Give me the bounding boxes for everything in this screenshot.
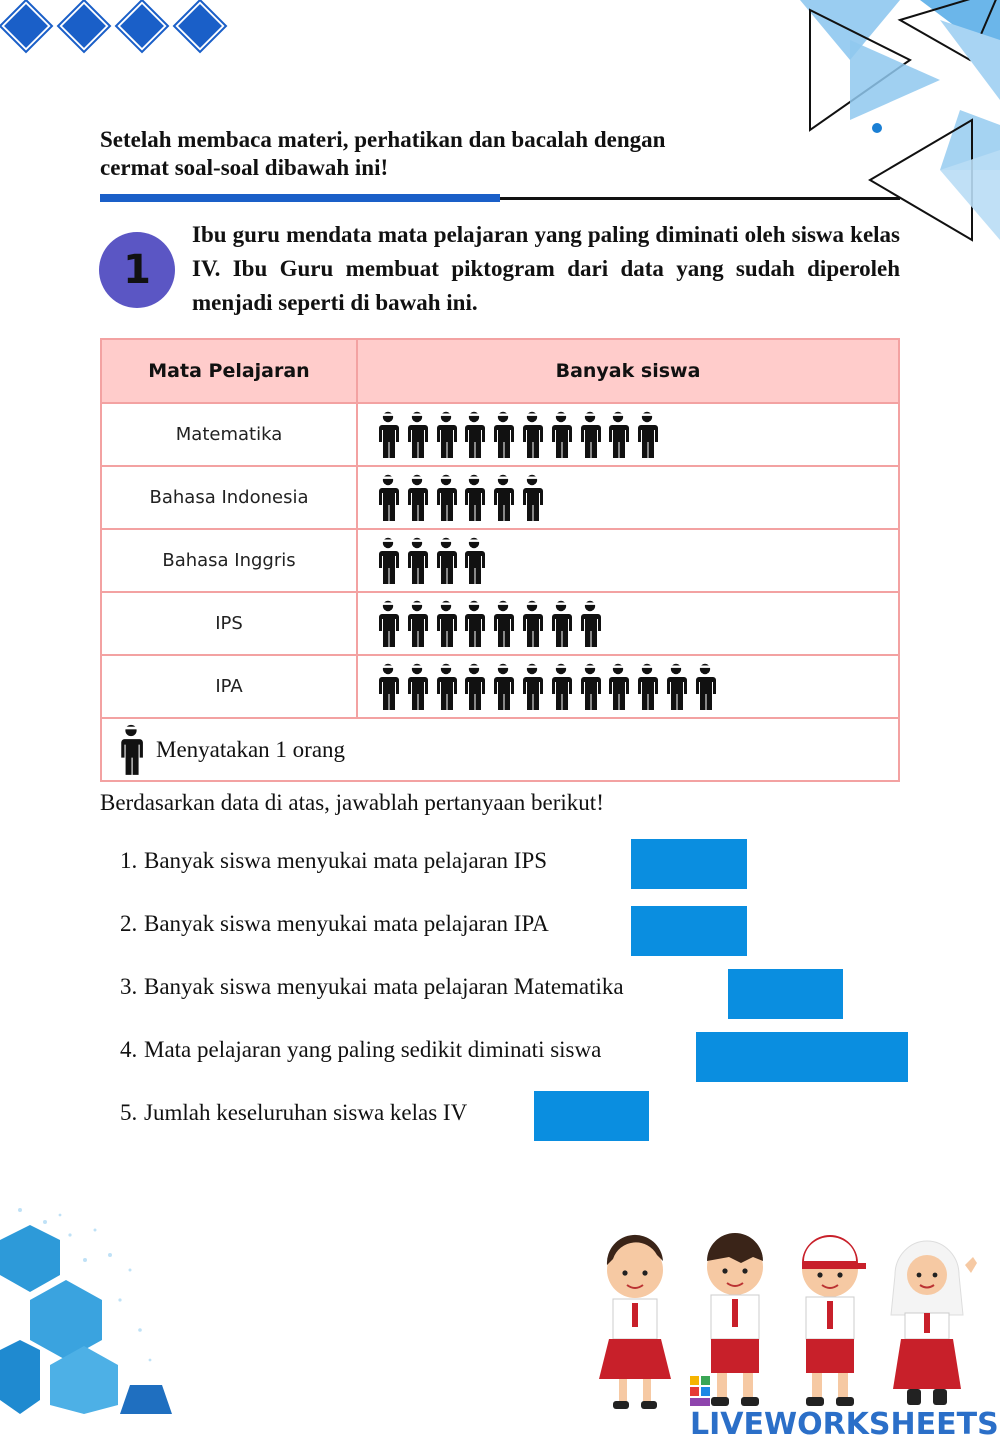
item-text: Mata pelajaran yang paling sedikit diminati siswa (144, 1037, 602, 1062)
person-icon (434, 600, 458, 648)
triangle-pattern-decoration (790, 0, 1000, 250)
answer-box-2[interactable] (631, 906, 747, 956)
person-icon (376, 663, 400, 711)
table-row (101, 529, 899, 592)
subject-name: Bahasa Indonesia (101, 466, 357, 529)
person-icon (405, 600, 429, 648)
person-icon (405, 474, 429, 522)
subject-name: IPS (101, 592, 357, 655)
person-icon (664, 663, 688, 711)
person-icon (462, 600, 486, 648)
person-icon (462, 663, 486, 711)
table-row (101, 592, 899, 655)
watermark-text: LIVEWORKSHEETS (690, 1407, 999, 1442)
person-icon (520, 600, 544, 648)
answer-box-5[interactable] (534, 1091, 649, 1141)
answer-box-3[interactable] (728, 969, 843, 1019)
list-item (120, 1099, 467, 1127)
header-count: Banyak siswa (357, 339, 899, 403)
person-icon (434, 537, 458, 585)
person-icon (606, 663, 630, 711)
person-icon (578, 411, 602, 459)
list-item (120, 1036, 601, 1064)
table-row (101, 466, 899, 529)
item-text: Banyak siswa menyukai mata pelajaran IPS (144, 848, 548, 873)
person-icon (462, 474, 486, 522)
person-icon (462, 537, 486, 585)
person-icon (520, 663, 544, 711)
pictogram-cell (357, 592, 899, 655)
table-row (101, 403, 899, 466)
pictogram-cell (357, 529, 899, 592)
liveworksheets-watermark (690, 1372, 1000, 1442)
hexagon-pattern-decoration (0, 1200, 180, 1414)
person-icon (491, 600, 515, 648)
person-icon (549, 663, 573, 711)
person-icon (520, 411, 544, 459)
list-item (120, 973, 624, 1001)
table-row (101, 655, 899, 718)
person-icon (491, 411, 515, 459)
person-icon (405, 663, 429, 711)
liveworksheets-logo-icon (690, 1376, 710, 1406)
item-text: Jumlah keseluruhan siswa kelas IV (144, 1100, 468, 1125)
person-icon (118, 724, 144, 776)
person-icon (606, 411, 630, 459)
diamond-pattern-decoration (0, 0, 230, 56)
question-text: Ibu guru mendata mata pelajaran yang paling diminati oleh siswa kelas IV. Ibu Guru membuat piktogram dari data yang sudah diperoleh menjadi seperti di bawah ini. (192, 222, 900, 315)
divider-black (500, 197, 900, 200)
list-item (120, 910, 549, 938)
subject-name: IPA (101, 655, 357, 718)
person-icon (376, 411, 400, 459)
answer-box-1[interactable] (631, 839, 747, 889)
legend (102, 724, 898, 776)
header-subject: Mata Pelajaran (101, 339, 357, 403)
person-icon (376, 474, 400, 522)
person-icon (405, 411, 429, 459)
person-icon (549, 600, 573, 648)
intro-text: Setelah membaca materi, perhatikan dan bacalah dengan cermat soal-soal dibawah ini! (100, 127, 666, 180)
divider-blue (100, 194, 500, 202)
person-icon (491, 474, 515, 522)
person-icon (462, 411, 486, 459)
person-icon (434, 474, 458, 522)
instruction-text: Berdasarkan data di atas, jawablah pertanyaan berikut! (100, 790, 604, 815)
person-icon (578, 663, 602, 711)
pictogram-cell (357, 655, 899, 718)
answer-box-4[interactable] (696, 1032, 908, 1082)
person-icon (376, 600, 400, 648)
item-number: 3. (120, 974, 138, 999)
pictogram-table (100, 338, 900, 782)
question-number-badge: 1 (99, 232, 175, 308)
person-icon (405, 537, 429, 585)
legend-row (101, 718, 899, 781)
pictogram-cell (357, 466, 899, 529)
person-icon (520, 474, 544, 522)
item-text: Banyak siswa menyukai mata pelajaran IPA (144, 911, 549, 936)
item-number: 1. (120, 848, 138, 873)
person-icon (434, 663, 458, 711)
pictogram-cell (357, 403, 899, 466)
person-icon (549, 411, 573, 459)
person-icon (635, 663, 659, 711)
subject-name: Bahasa Inggris (101, 529, 357, 592)
item-number: 4. (120, 1037, 138, 1062)
person-icon (434, 411, 458, 459)
person-icon (635, 411, 659, 459)
item-number: 5. (120, 1100, 138, 1125)
person-icon (376, 537, 400, 585)
subject-name: Matematika (101, 403, 357, 466)
person-icon (693, 663, 717, 711)
item-number: 2. (120, 911, 138, 936)
item-text: Banyak siswa menyukai mata pelajaran Matematika (144, 974, 624, 999)
person-icon (491, 663, 515, 711)
person-icon (578, 600, 602, 648)
legend-text: Menyatakan 1 orang (156, 736, 346, 762)
list-item (120, 847, 547, 875)
